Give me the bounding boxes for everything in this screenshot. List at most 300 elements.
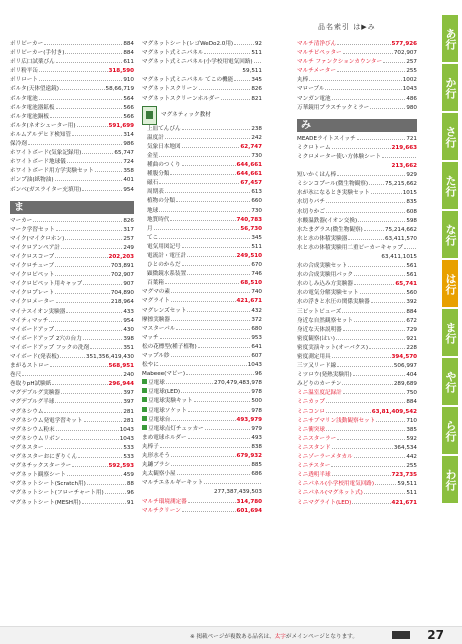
index-entry-pages: 345 — [251, 234, 262, 241]
index-entry-name: マグネットシート(Scratch用) — [10, 481, 86, 488]
index-entry[interactable] — [142, 161, 262, 170]
index-entry-name: マルチ清浄びん — [297, 41, 337, 47]
index-entry[interactable] — [142, 143, 262, 152]
index-entry-name: 上皿てんびん — [147, 125, 181, 132]
dot-leader — [337, 439, 405, 440]
index-entry[interactable] — [142, 407, 262, 416]
index-entry-name: ミニ衝突球 — [297, 426, 325, 433]
index-entry[interactable] — [10, 104, 134, 113]
index-entry[interactable] — [10, 326, 134, 335]
index-entry[interactable] — [10, 244, 134, 253]
index-entry[interactable] — [10, 158, 134, 167]
index-entry[interactable] — [10, 462, 134, 471]
index-entry[interactable] — [142, 58, 262, 67]
index-entry[interactable] — [142, 325, 262, 334]
index-entry[interactable] — [142, 125, 262, 134]
index-entry[interactable] — [142, 152, 262, 161]
index-entry-name: 水切りかご — [297, 208, 325, 215]
index-entry-name: 密度観察(はい) — [297, 335, 335, 342]
index-entry[interactable] — [10, 426, 134, 435]
kana-tab-5[interactable]: な行 — [442, 211, 458, 258]
index-entry[interactable] — [297, 462, 417, 471]
index-entry-pages: 601,694 — [236, 507, 262, 514]
index-entry-name: 地質時代 — [147, 216, 170, 223]
index-entry[interactable] — [142, 216, 262, 225]
index-entry-name: 巻尺 — [10, 372, 22, 379]
index-entry[interactable] — [297, 389, 417, 398]
dot-leader — [55, 257, 107, 258]
index-entry[interactable] — [142, 470, 262, 479]
dot-leader — [234, 44, 254, 45]
index-entry-pages: 750 — [406, 390, 417, 397]
index-entry[interactable] — [142, 461, 262, 470]
index-entry[interactable] — [142, 343, 262, 352]
index-entry-pages: 561 — [406, 263, 417, 270]
index-entry-pages: 372 — [251, 316, 262, 323]
index-entry[interactable] — [142, 279, 262, 288]
index-entry-name: ポリロート — [10, 77, 38, 84]
index-entry-name: マローブル — [297, 86, 325, 93]
index-entry[interactable] — [142, 49, 262, 58]
index-entry[interactable] — [10, 480, 134, 489]
index-entry[interactable] — [10, 85, 134, 94]
index-entry[interactable] — [297, 426, 417, 435]
index-entry-name: 摩擦実験器 — [142, 316, 170, 323]
index-entry-name: 温度計 — [147, 134, 164, 141]
index-entry[interactable] — [297, 353, 417, 362]
index-entry[interactable] — [142, 76, 262, 85]
index-entry[interactable] — [297, 217, 417, 226]
dot-leader — [55, 293, 110, 294]
index-entry[interactable] — [142, 95, 262, 104]
index-entry[interactable] — [142, 252, 262, 261]
index-entry-pages: 511 — [251, 50, 262, 57]
index-entry[interactable] — [142, 288, 262, 297]
index-entry-name: 保冷剤 — [10, 141, 27, 148]
index-entry[interactable] — [142, 370, 262, 379]
index-entry[interactable] — [10, 167, 134, 176]
kana-tab-10[interactable]: わ行 — [442, 456, 458, 503]
dot-leader — [171, 356, 251, 357]
index-entry[interactable] — [10, 76, 134, 85]
index-entry-name: 丸棒子 — [142, 443, 159, 450]
index-entry-name: マイクロプレート — [10, 290, 55, 297]
dot-leader — [343, 53, 393, 54]
index-entry[interactable] — [10, 149, 134, 158]
index-entry-pages: 566 — [123, 104, 134, 111]
index-entry-name: ミクロトーム — [297, 144, 331, 151]
index-entry[interactable] — [142, 207, 262, 216]
dot-leader — [61, 439, 119, 440]
dot-leader — [82, 503, 126, 504]
index-entry-name: マグネットスクリーン — [142, 86, 198, 93]
kana-tab-6[interactable]: は行 — [442, 260, 458, 307]
index-entry[interactable] — [142, 452, 262, 461]
dot-leader — [170, 220, 235, 221]
index-entry-name: 豆電球(LED) — [148, 389, 181, 396]
index-entry-pages: 613 — [251, 189, 262, 196]
index-entry-pages: 592 — [406, 435, 417, 442]
dot-leader — [56, 430, 119, 431]
index-entry-name: マグネチックスターラー — [10, 463, 72, 470]
index-entry-name: マグネットシート(MESH用) — [10, 499, 81, 506]
index-entry[interactable] — [142, 388, 262, 397]
index-entry[interactable] — [297, 298, 417, 307]
index-entry[interactable] — [297, 317, 417, 326]
dot-leader — [205, 429, 251, 430]
dot-leader — [198, 347, 251, 348]
index-entry-name: マーカー — [10, 217, 33, 224]
index-entry[interactable] — [142, 134, 262, 143]
kana-tab-7[interactable]: ま行 — [442, 309, 458, 356]
dot-leader — [188, 502, 236, 503]
index-entry[interactable] — [297, 371, 417, 380]
index-entry[interactable] — [142, 416, 262, 425]
index-entry[interactable] — [297, 417, 417, 426]
dot-leader — [348, 266, 405, 267]
index-entry-pages: 249,510 — [236, 252, 262, 259]
index-entry[interactable] — [297, 226, 417, 235]
index-entry-name: 丸棒 — [297, 77, 309, 84]
index-entry-pages: 88 — [126, 481, 134, 488]
index-entry-name: ミニパネル(マグネット式) — [297, 490, 363, 497]
dot-leader — [332, 475, 391, 476]
kana-tab-3[interactable]: さ行 — [442, 113, 458, 160]
index-entry[interactable] — [297, 58, 417, 67]
index-entry[interactable] — [10, 317, 134, 326]
index-entry-name: 豆電球 — [148, 380, 165, 387]
index-entry[interactable] — [10, 262, 134, 271]
index-entry[interactable] — [297, 95, 417, 104]
index-entry-pages: 257 — [123, 235, 134, 242]
dot-leader — [56, 230, 123, 231]
index-entry-name: 身近な自然観察セット — [297, 317, 353, 324]
index-entry[interactable] — [10, 131, 134, 140]
index-entry-name: ミニゾーラーメタカル — [297, 454, 353, 461]
index-entry[interactable] — [142, 243, 262, 252]
index-entry[interactable] — [142, 361, 262, 370]
publisher-logo — [392, 631, 410, 639]
index-entry[interactable] — [297, 244, 417, 253]
index-entry[interactable] — [297, 335, 417, 344]
index-entry-name: 密度測定用具 — [297, 354, 331, 360]
index-entry[interactable] — [142, 234, 262, 243]
index-entry[interactable] — [142, 507, 262, 516]
index-entry-pages: 397 — [123, 399, 134, 406]
index-entry[interactable] — [297, 398, 417, 407]
index-entry[interactable] — [10, 408, 134, 417]
index-entry[interactable] — [10, 371, 134, 380]
dot-leader — [221, 99, 250, 100]
index-entry-pages: 564 — [123, 95, 134, 102]
dot-leader — [337, 366, 393, 367]
index-entry[interactable] — [297, 135, 417, 144]
index-entry[interactable] — [10, 140, 134, 149]
index-entry-pages: 826 — [123, 217, 134, 224]
dot-leader — [342, 384, 392, 385]
index-entry[interactable] — [10, 280, 134, 289]
dot-leader — [66, 312, 122, 313]
index-entry[interactable] — [297, 49, 417, 58]
index-entry[interactable] — [10, 289, 134, 298]
index-entry[interactable] — [142, 85, 262, 94]
index-entry[interactable] — [142, 225, 262, 234]
index-entry[interactable] — [297, 262, 417, 271]
index-entry[interactable] — [142, 352, 262, 361]
dot-leader — [337, 71, 405, 72]
index-entry[interactable] — [10, 453, 134, 462]
dot-leader — [254, 62, 261, 63]
index-entry-pages: 746 — [251, 271, 262, 278]
dot-leader — [188, 438, 251, 439]
index-entry-name: マイクロピペット — [10, 272, 55, 279]
index-entry-name: ひとのからだ — [147, 262, 181, 269]
index-entry[interactable] — [297, 435, 417, 444]
index-entry[interactable] — [10, 176, 134, 185]
index-entry-pages: 884 — [123, 50, 134, 57]
index-entry-continued-pages[interactable]: 63,411,1015 — [381, 253, 417, 260]
index-entry[interactable] — [142, 479, 262, 488]
index-entry[interactable] — [297, 76, 417, 85]
index-entry[interactable] — [10, 186, 134, 195]
index-entry-name: 水切りパチ — [297, 199, 325, 206]
index-entry[interactable] — [10, 471, 134, 480]
index-entry[interactable] — [297, 344, 417, 353]
index-entry[interactable] — [297, 189, 417, 198]
index-entry[interactable] — [297, 104, 417, 113]
index-entry[interactable] — [142, 443, 262, 452]
dot-leader — [188, 411, 250, 412]
index-entry[interactable] — [142, 397, 262, 406]
index-entry[interactable] — [297, 144, 417, 153]
index-entry[interactable] — [297, 171, 417, 180]
index-entry-name: ポリ広口試薬びん — [10, 59, 55, 66]
index-entry-pages: 421,671 — [236, 298, 262, 305]
index-entry[interactable] — [10, 398, 134, 407]
index-entry[interactable] — [297, 408, 417, 417]
index-entry-pages: 314,780 — [236, 498, 262, 505]
index-entry[interactable] — [10, 435, 134, 444]
dot-leader — [326, 402, 405, 403]
index-entry-continued-pages[interactable]: 59,511 — [242, 68, 262, 75]
index-entry-name: 水が氷になるとき実験セット — [297, 190, 370, 197]
dot-leader — [28, 144, 123, 145]
index-entry-name: 豆電球実験キット — [148, 398, 193, 405]
index-entry-pages: 385 — [406, 426, 417, 433]
index-entry[interactable] — [142, 40, 262, 49]
index-entry[interactable] — [297, 444, 417, 453]
index-entry[interactable] — [10, 380, 134, 389]
index-entry-pages: 591,699 — [108, 122, 134, 129]
dot-leader — [364, 230, 384, 231]
index-entry[interactable] — [142, 270, 262, 279]
index-entry-name: ミニ温室度記録計 — [297, 390, 342, 397]
index-entry-pages: 318,590 — [108, 68, 134, 75]
index-column-2 — [142, 40, 262, 516]
index-entry-pages: 704,890 — [110, 290, 134, 297]
index-entry[interactable] — [297, 40, 417, 49]
index-entry-name: マイクロスコープ — [10, 253, 55, 260]
index-entry-pages: 96 — [126, 490, 134, 497]
index-entry[interactable] — [10, 49, 134, 58]
dot-leader — [165, 283, 240, 284]
kana-tab-2[interactable]: か行 — [442, 64, 458, 111]
index-entry-name: マスターパル — [142, 325, 176, 332]
dot-leader — [354, 321, 405, 322]
index-header: 品名索引 は▶み — [318, 23, 376, 31]
index-entry-name: マルチ ファンクションカウンター — [297, 59, 383, 66]
kana-tab-8[interactable]: や行 — [442, 358, 458, 405]
index-entry[interactable] — [10, 353, 134, 362]
index-entry[interactable] — [10, 95, 134, 104]
index-entry-name: ポンプ油(紙物油) — [10, 177, 54, 184]
index-entry-name: マイボードアップ 2穴の台力 — [10, 335, 82, 342]
index-entry-name: マップル紗 — [142, 353, 170, 359]
index-entry-pages: 506,997 — [393, 363, 417, 370]
index-entry-pages: 884 — [123, 41, 134, 47]
index-entry[interactable] — [297, 180, 417, 189]
index-entry[interactable] — [297, 235, 417, 244]
index-entry[interactable] — [10, 67, 134, 76]
index-entry[interactable] — [10, 298, 134, 307]
index-entry-pages: 954 — [123, 317, 134, 324]
index-entry-pages: 397 — [123, 390, 134, 397]
dot-leader — [60, 357, 85, 358]
index-entry[interactable] — [10, 58, 134, 67]
index-entry-name: 水酸温鉄器(イオン交換) — [297, 217, 358, 224]
index-entry-pages: 219,663 — [391, 144, 417, 151]
index-entry-name: マグレンズセット — [142, 307, 187, 314]
index-entry[interactable] — [10, 226, 134, 235]
index-entry-name: マグネット観察シート — [10, 472, 66, 479]
index-entry[interactable] — [142, 261, 262, 270]
index-entry-pages: 1002 — [402, 77, 417, 84]
index-entry[interactable] — [297, 326, 417, 335]
index-entry[interactable] — [10, 362, 134, 371]
index-entry[interactable] — [10, 40, 134, 49]
index-entry[interactable] — [142, 179, 262, 188]
index-entry[interactable] — [10, 217, 134, 226]
index-entry[interactable] — [142, 170, 262, 179]
dot-leader — [61, 248, 122, 249]
dot-leader — [49, 321, 122, 322]
index-entry-name: 金星 — [147, 152, 159, 159]
index-entry[interactable] — [297, 153, 417, 162]
index-entry-pages: 493 — [251, 434, 262, 441]
index-entry-continued-pages[interactable]: 213,662 — [391, 163, 417, 170]
index-entry-pages: 500 — [251, 398, 262, 405]
kana-tab-1[interactable]: あ行 — [442, 15, 458, 62]
index-entry-name: 丸太観察小屋 — [142, 471, 176, 478]
index-entry[interactable] — [10, 335, 134, 344]
index-entry-name: マイクロアンペア計 — [10, 244, 60, 251]
index-entry-pages: 835 — [406, 199, 417, 206]
index-entry[interactable] — [297, 271, 417, 280]
index-entry-name: てこ — [147, 234, 159, 241]
index-entry[interactable] — [297, 380, 417, 389]
index-entry[interactable] — [297, 471, 417, 480]
kana-tab-4[interactable]: た行 — [442, 162, 458, 209]
index-entry[interactable] — [10, 417, 134, 426]
index-entry[interactable] — [10, 489, 134, 498]
dot-leader — [61, 393, 122, 394]
dot-leader — [83, 284, 122, 285]
index-entry-pages: 92 — [254, 41, 262, 47]
index-entry[interactable] — [142, 498, 262, 507]
index-entry[interactable] — [142, 334, 262, 343]
dot-leader — [326, 212, 405, 213]
index-entry[interactable] — [10, 308, 134, 317]
dot-leader — [56, 302, 110, 303]
index-entry[interactable] — [297, 280, 417, 289]
index-entry[interactable] — [142, 316, 262, 325]
page-number: 27 — [427, 628, 444, 642]
index-entry[interactable] — [297, 198, 417, 207]
index-entry[interactable] — [297, 453, 417, 462]
index-entry-pages: 611 — [123, 59, 134, 66]
index-entry[interactable] — [10, 122, 134, 131]
dot-leader — [326, 202, 405, 203]
index-entry[interactable] — [297, 489, 417, 498]
index-entry[interactable] — [297, 85, 417, 94]
dot-leader — [360, 293, 406, 294]
index-entry[interactable] — [142, 188, 262, 197]
dot-leader — [171, 420, 235, 421]
index-entry[interactable] — [10, 444, 134, 453]
dot-leader — [336, 339, 405, 340]
index-entry-pages: 65,747 — [114, 150, 134, 157]
index-entry-pages: 978 — [251, 407, 262, 414]
index-entry-name: 気象日本地図 — [147, 143, 181, 150]
index-entry-name: ミニコンロ — [297, 408, 325, 415]
index-entry[interactable] — [10, 499, 134, 508]
index-entry[interactable] — [10, 271, 134, 280]
dot-leader — [55, 330, 122, 331]
index-entry[interactable] — [10, 389, 134, 398]
index-entry-name: 水の電気分解実験セット — [297, 290, 359, 297]
index-entry[interactable] — [297, 208, 417, 217]
index-entry-continued-pages[interactable]: 277,387,439,503 — [213, 489, 262, 496]
index-entry[interactable] — [142, 297, 262, 306]
index-entry-name: マーク学習セット — [10, 226, 55, 233]
index-entry[interactable] — [10, 344, 134, 353]
index-entry[interactable] — [10, 235, 134, 244]
kana-tab-9[interactable]: ら行 — [442, 407, 458, 454]
index-entry-name: マルチクリーン — [142, 507, 181, 514]
index-entry[interactable] — [297, 308, 417, 317]
index-entry-pages: 821 — [251, 95, 262, 102]
index-entry[interactable] — [142, 197, 262, 206]
index-entry[interactable] — [10, 253, 134, 262]
index-entry[interactable] — [142, 379, 262, 388]
index-entry[interactable] — [10, 113, 134, 122]
index-entry[interactable] — [297, 289, 417, 298]
index-entry-pages: 954 — [123, 186, 134, 193]
index-entry[interactable] — [297, 67, 417, 76]
index-entry-pages: 63,81,409,542 — [371, 408, 417, 415]
index-entry[interactable] — [142, 434, 262, 443]
index-entry-pages: 228 — [406, 344, 417, 351]
index-entry[interactable] — [142, 307, 262, 316]
dot-leader — [22, 375, 122, 376]
index-entry[interactable] — [297, 362, 417, 371]
index-entry[interactable] — [297, 480, 417, 489]
index-entry-pages: 289,689 — [393, 381, 417, 388]
index-entry-pages: 660 — [251, 198, 262, 205]
index-entry[interactable] — [142, 425, 262, 434]
dot-leader — [182, 147, 240, 148]
index-entry[interactable] — [297, 499, 417, 508]
